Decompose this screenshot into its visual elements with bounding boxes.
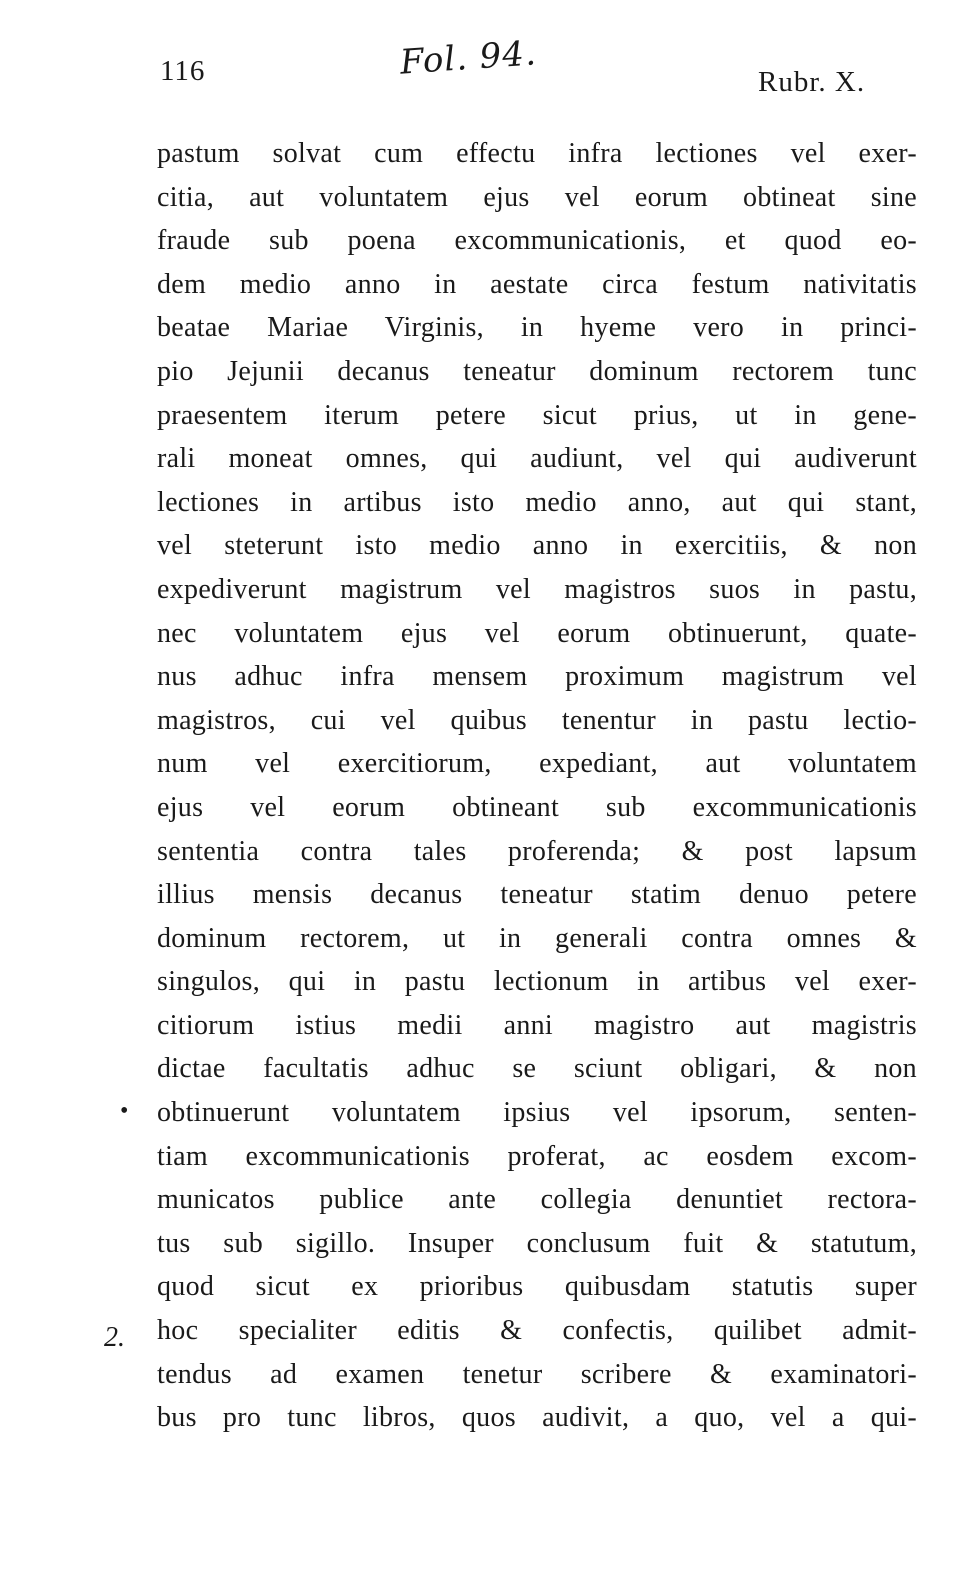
running-head: Rubr. X.: [758, 66, 866, 98]
text-line: nus adhuc infra mensem proximum magistrum vel: [157, 661, 917, 693]
text-line: pio Jejunii decanus teneatur dominum rectorem tunc: [157, 355, 917, 387]
margin-section-number: 2.: [104, 1322, 125, 1353]
text-line: bus pro tunc libros, quos audivit, a quo, vel a qui-: [157, 1402, 917, 1434]
text-line: tendus ad examen tenetur scribere & examinatori-: [157, 1358, 917, 1390]
text-line: municatos publice ante collegia denuntiet rectora-: [157, 1184, 917, 1216]
text-line: singulos, qui in pastu lectionum in artibus vel exer-: [157, 966, 917, 998]
text-line: obtinuerunt voluntatem ipsius vel ipsorum, senten-: [157, 1097, 917, 1129]
text-line: expediverunt magistrum vel magistros suos in pastu,: [157, 573, 917, 605]
body-text: [157, 132, 917, 1440]
text-line: illius mensis decanus teneatur statim denuo petere: [157, 879, 917, 911]
text-line: quod sicut ex prioribus quibusdam statutis super: [157, 1271, 917, 1303]
text-line: tus sub sigillo. Insuper conclusum fuit & statutum,: [157, 1227, 917, 1259]
text-line: sententia contra tales proferenda; & post lapsum: [157, 835, 917, 867]
page-number: 116: [160, 55, 206, 87]
text-line: dictae facultatis adhuc se sciunt obligari, & non: [157, 1053, 917, 1085]
text-line: citiorum istius medii anni magistro aut magistris: [157, 1009, 917, 1041]
text-line: fraude sub poena excommunicationis, et quod eo-: [157, 225, 917, 257]
text-line: lectiones in artibus isto medio anno, aut qui stant,: [157, 486, 917, 518]
text-line: dominum rectorem, ut in generali contra omnes &: [157, 922, 917, 954]
margin-bullet: •: [120, 1098, 129, 1124]
handwritten-folio-note: Fol. 94.: [398, 33, 538, 83]
text-line: ejus vel eorum obtineant sub excommunicationis: [157, 791, 917, 823]
text-line: citia, aut voluntatem ejus vel eorum obtineat sine: [157, 181, 917, 213]
text-line: tiam excommunicationis proferat, ac eosdem excom-: [157, 1140, 917, 1172]
text-line: dem medio anno in aestate circa festum nativitatis: [157, 268, 917, 300]
text-line: hoc specialiter editis & confectis, quilibet admit-: [157, 1315, 917, 1347]
text-line: praesentem iterum petere sicut prius, ut in gene-: [157, 399, 917, 431]
text-line: beatae Mariae Virginis, in hyeme vero in princi-: [157, 312, 917, 344]
text-line: vel steterunt isto medio anno in exercitiis, & non: [157, 530, 917, 562]
text-line: nec voluntatem ejus vel eorum obtinuerunt, quate-: [157, 617, 917, 649]
text-line: rali moneat omnes, qui audiunt, vel qui audiverunt: [157, 443, 917, 475]
text-line: magistros, cui vel quibus tenentur in pastu lectio-: [157, 704, 917, 736]
text-line: num vel exercitiorum, expediant, aut voluntatem: [157, 748, 917, 780]
text-line: pastum solvat cum effectu infra lectiones vel exer-: [157, 138, 917, 169]
